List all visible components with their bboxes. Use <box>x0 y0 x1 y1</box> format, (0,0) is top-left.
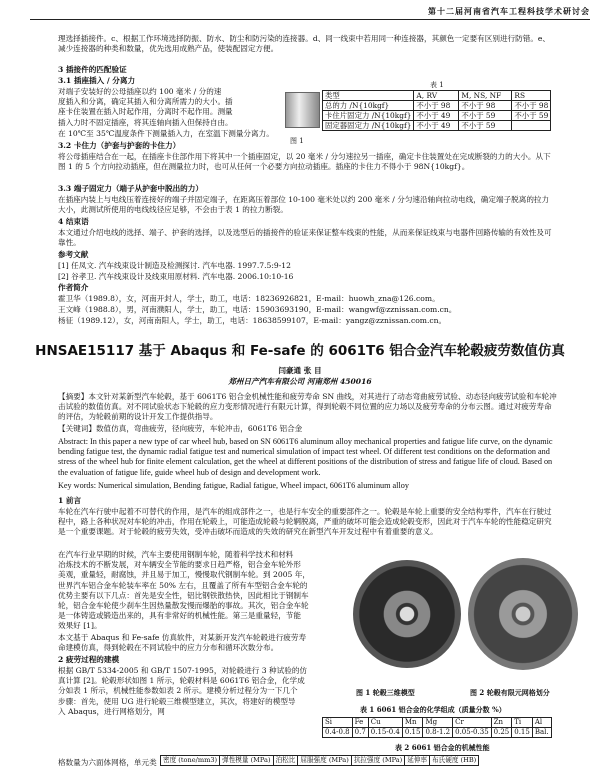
reference-1: [1] 任凤文. 汽车线束设计制造及检测探讨. 汽车电器. 1997.7.5:9-12 <box>58 261 291 270</box>
table-1 <box>322 90 551 131</box>
table-row: 固定器固定力 /N{10kgf} 不小于 49 不小于 59 <box>323 121 551 131</box>
keywords-en: Key words: Numerical simulation, Bending fatigue, Radial fatigue, Wheel impact, 6061T6 aluminum alloy <box>58 481 409 490</box>
article-authors: 闫豪通 张 目 <box>278 366 322 375</box>
journal-title: 第十二届河南省汽车工程科技学术研讨会 <box>428 6 590 16</box>
figure-1-wheel-caption: 图 1 轮毂三维模型 <box>356 688 415 697</box>
article-paragraph-4: 根据 GB/T 5334-2005 和 GB/T 1507-1995，对轮毂进行 3 种试验的仿 真计算 [2]。轮毂形状如图 1 所示，轮毂材料是 6061T6 铝合金，化学成 分如表 1 所示，机械性能参数如表 2 所示。建模分析过程分为一下几个 步骤：首先，使用 UG 进行轮毂三维模型建立，其次，将建好的模型导 入 Abaqus，进行网格划分，网 <box>58 666 308 716</box>
section-3-3-heading: 3.3 端子固定力（端子从护套中脱出的力） <box>58 184 203 193</box>
abstract-en: Abstract: In this paper a new type of car wheel hub, based on SN 6061T6 aluminum alloy mechanical properties and fatigue life curve, on the dynamic bending fatigue test, the dynamic radial fatigue test and numerical simulation of impact test wheel. Of different test conditions on the deformation and stress of the wheel hub for finite element calculation, get the wheel at different positions of the distribution of stress and fatigue life of cloud. Based on the evaluation of fatigue life, guide wheel hub of design and development work. <box>58 437 553 477</box>
table-row: 总的力 /N{10kgf} 不小于 98 不小于 98 不小于 98 <box>323 101 551 111</box>
figure-2-wheel-caption: 图 2 轮毂有限元网格划分 <box>470 688 550 697</box>
connector-image <box>285 92 320 128</box>
article-paragraph-2: 在汽车行业早期的时候，汽车主要使用钢制车轮，随着科学技术和材料 冶炼技术的不断发展，对车辆安全节能的要求日趋严格，铝合金车轮外形 美观，重量轻，耐腐蚀，并且易于加工，慢慢取代钢制车轮。到 2005 年， 世界汽车铝合金车轮装车率在 50% 左右，且覆盖了所有车型铝合金车轮的 优势主要有以下几点：首先是安全性，铝比钢铁散热快，因此相比于钢制车 轮，铝合金车轮使少刹车生因热量散发慢而爆胎的事故。其次，铝合金车轮 是一体铸造或锻造出来的，具有非常好的机械性能。第三是重量轻，节能 效果好 [1]。 <box>58 550 310 631</box>
table-header-row: 类型 A, RV M, NS, NF RS <box>323 91 551 101</box>
authors-heading: 作者简介 <box>58 283 89 292</box>
author-2: 王文峰（1988.8），男，河南濮阳人，学士，助工，电话：15903693190，E-mail：wangwf@zznissan.com.cn。 <box>58 305 457 314</box>
article-paragraph-1: 车轮在汽车行驶中起着不可替代的作用，是汽车的组成部件之一，也是行车安全的重要部件之一。轮毂是车轮上重要的安全结构零件，汽车在行驶过程中，路上各种状况对车轮的冲击，作用在轮毂上，可能造成轮毂与轮辋脱离，严重的破坏可能会造成轮毂变形，因此对于汽车车轮的性能稳定研究是一个重要课题。对于轮毂的疲劳失效，受冲击破坏而造成的失效的研究在新型汽车开发过程中有着重要的意义。 <box>58 507 552 537</box>
section-3-1-heading: 3.1 插座插入 / 分离力 <box>58 76 136 85</box>
wheel-3d-model-image <box>353 560 461 668</box>
reference-2: [2] 谷孝卫. 汽车线束设计及线束用原材料. 汽车电器. 2006.10:10-16 <box>58 272 294 281</box>
references-heading: 参考文献 <box>58 250 89 259</box>
table-header-row: 密度 (tone/mm3) 弹性模量 (MPa) 泊松比 屈服强度 (MPa) 抗拉强度 (MPa) 延伸率 布氏硬度 (HB) <box>161 756 479 766</box>
paragraph-3-2: 将公母插座结合在一起，在插座卡住部作用下将其中一个插座固定，以 20 毫米 / 分匀速拉另一插座，确定卡住装置处在完成断裂的力的大小。从下图 1 的 5 个方向拉动插座，但在测量拉力时，也可从任何一个必要方向拉动插座。插座的卡住力不得小于 98N{10kgf}。 <box>58 152 551 172</box>
article-title: HNSAE15117 基于 Abaqus 和 Fe-safe 的 6061T6 铝合金汽车轮毂疲劳数值仿真 <box>35 343 565 359</box>
section-3-2-heading: 3.2 卡住力（护套与护套的卡住力） <box>58 141 181 150</box>
article-paragraph-5: 格数量为六面体网格，单元类 <box>58 758 157 767</box>
author-1: 霍卫华（1989.8），女，河南开封人，学士，助工，电话：18236926821，E-mail：huowh_zna@126.com。 <box>58 294 440 303</box>
section-4-heading: 4 结束语 <box>58 217 89 226</box>
article-section-2-heading: 2 疲劳过程的建模 <box>58 655 120 664</box>
figure-1-caption: 图 1 <box>290 137 304 145</box>
table-chem-caption: 表 1 6061 铝合金的化学组成（质量分数 %） <box>360 705 506 714</box>
paragraph-4: 本文通过介绍电线的选择、端子、护套的选择，以及选型后的插接件的验证来保证整车线束的性能，从而来保证线束与电器件回路传输的有效性及可靠性。 <box>58 228 552 248</box>
article-section-1-heading: 1 前言 <box>58 496 82 505</box>
paragraph-temperature: 在 10℃至 35℃温度条件下测量插入力，在室温下测量分离力。 <box>58 129 274 138</box>
article-affiliation: 郑州日产汽车有限公司 河南郑州 450016 <box>228 377 372 386</box>
keywords-cn: 【关键词】数值仿真，弯曲疲劳，径向疲劳，车轮冲击，6061T6 铝合金 <box>58 424 303 433</box>
wheel-mesh-image <box>468 558 578 670</box>
journal-header <box>30 5 590 20</box>
table-chem <box>322 717 552 738</box>
table-header-row: Si Fe Cu Mn Mg Cr Zn Ti Al <box>323 718 552 728</box>
author-3: 杨征（1989.12），女，河南南阳人，学士，助工，电话：18638599107，E-mail：yangz@zznissan.com.cn。 <box>58 316 447 325</box>
paragraph-3-3: 在插座内装上与电线压着连接好的端子并固定端子，在距离压着部位 10-100 毫米处以约 200 毫米 / 分匀速沿轴向拉动电线，确定端子脱离的拉力大小，此测试所使用的电线线径应足够，不会由于表 1 的拉力断裂。 <box>58 195 550 215</box>
abstract-cn: 【摘要】本文针对某新型汽车轮毂，基于 6061T6 铝合金机械性能和疲劳寿命 SN 曲线，对其进行了动态弯曲疲劳试验、动态径向疲劳试验和车轮冲击试验的数值仿真。对不同试验状态下轮毂的应力变形情况进行有限元计算，得到轮毂不同位置的应力场以及疲劳寿命的分布云图。通过对疲劳寿命的评估，为轮毂前期的设计开发工作提供指导。 <box>58 392 557 422</box>
paragraph-connector-selection: 理选择插接件。c、根据工作环境选择防振、防水、防尘和防污染的连接器。d、同一线束中若用同一种连接器，其颜色一定要有区别进行防错。e、减少连接器的种类和数量，优先选用成熟产品，使装配固定方便。 <box>58 34 551 54</box>
table-1-caption: 表 1 <box>430 81 444 89</box>
paragraph-3-1: 对端子安装好的公母插座以约 100 毫米 / 分的速 度插入和分离，确定其插入和分离所需力的大小。插 座卡住装置在插入时起作用，分离时不起作用。测量 插入力时不固定插座，将其连轴向插入但保持自由。 <box>58 87 233 127</box>
table-row: 卡住片固定力 /N{10kgf} 不小于 49 不小于 59 不小于 59 <box>323 111 551 121</box>
table-row: 0.4-0.8 0.7 0.15-0.4 0.15 0.8-1.2 0.05-0.35 0.25 0.15 Bal. <box>323 728 552 738</box>
table-mech-caption: 表 2 6061 铝合金的机械性能 <box>395 743 490 752</box>
table-mech <box>160 755 479 766</box>
section-3-heading: 3 插接件的匹配验证 <box>58 65 127 74</box>
article-paragraph-3: 本文基于 Abaqus 和 Fe-safe 仿真软件，对某新开发汽车轮毂进行疲劳寿 命建模仿真，得到轮毂在不同试验中的应力分布和循环次数分布。 <box>58 633 307 653</box>
